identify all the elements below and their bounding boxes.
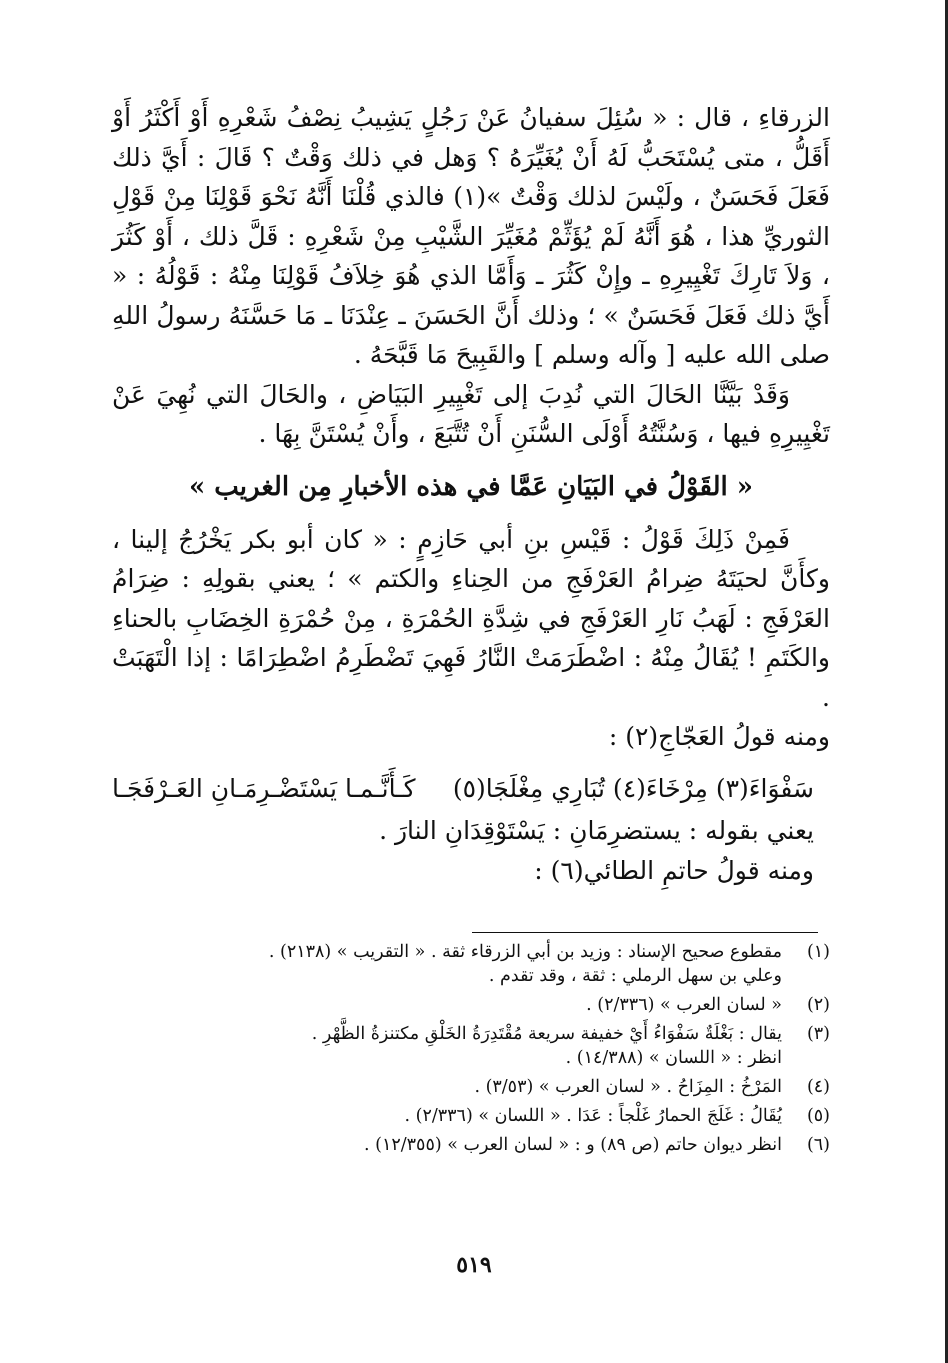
ajjaj-intro-line: ومنه قولُ العَجّاجِ(٢) :	[608, 722, 830, 751]
footnotes	[112, 940, 830, 1162]
footnote-text	[112, 1075, 782, 1099]
footnote-text	[112, 940, 782, 988]
footnote	[112, 993, 830, 1017]
paragraph-2: وَقَدْ بَيَّنَّا الحَالَ التي نُدِبَ إلى تَغْيِيرِ البَيَاضِ ، والحَالَ التي نُهِيَ عَنْ تَغْيِيرِهِ فيها ، وَسُنَّتُهُ أَوْلَى السُّنَنِ أَنْ تُتَّبَعَ ، وأَنْ يُسْتَنَّ بِهَا .	[112, 379, 830, 448]
footnote-number: (٥)	[806, 1106, 830, 1126]
footnote-text	[112, 993, 782, 1017]
footnote-line: انظر : « اللسان » (١٤/٣٨٨) .	[565, 1048, 782, 1068]
verse-first-hemistich: سَفْوَاءَ(٣) مِرْخَاءَ(٤) تُبَارِي مِغْلَجَا(٥)	[452, 773, 814, 803]
hatim-intro-line: ومنه قولُ حاتمِ الطائي(٦) :	[534, 855, 814, 885]
verse-second-hemistich: كَـأَنَّـمـا يَسْتَضْـرِمَـانِ العَـرْفَجَـا	[112, 773, 416, 803]
footnote-number: (٣)	[806, 1024, 830, 1044]
footnote-text	[112, 1104, 782, 1128]
footnote-line: وعلي بن سهل الرملي : ثقة ، وقد تقدم .	[488, 966, 782, 986]
footnote	[112, 1104, 830, 1128]
footnote	[112, 1075, 830, 1099]
footnote-line: انظر ديوان حاتم (ص ٨٩) و : « لسان العرب » (١٢/٣٥٥) .	[364, 1135, 782, 1155]
footnote	[112, 1022, 830, 1070]
paragraph-1: الزرقاءِ ، قال : « سُئِلَ سفيانُ عَنْ رَجُلٍ يَشِيبُ نِصْفُ شَعْرِهِ أَوْ أَكْثَرُ أَوْ أَقَلُّ ، متى يُسْتَحَبُّ لَهُ أَنْ يُغَيِّرَهُ ؟ وَهل في ذلك وَقْتٌ ؟ قَالَ : أَيَّ ذلك فَعَلَ فَحَسَنٌ ، ولَيْسَ لذلك وَقْتٌ »(١) فالذي قُلْنَا أَنَّهُ نَحْوَ قَوْلِنَا مِنْ قَوْلِ الثوريِّ هذا ، هُوَ أَنَّهُ لَمْ يُؤَثِّمْ مُغَيِّرَ الشَّيْبِ مِنْ شَعْرِهِ : قَلَّ ذلك ، أَوْ كَثُرَ ، وَلاَ تَارِكَ تَغْيِيرِهِ ـ وإِنْ كَثُرَ ـ وَأَمَّا الذي هُوَ خِلاَفُ قَوْلِنَا مِنْهُ : قَوْلُهُ : « أَيَّ ذلك فَعَلَ فَحَسَنٌ » ؛ وذلك أَنَّ الحَسَنَ ـ عِنْدَنَا ـ مَا حَسَّنَهُ رسولُ اللهِ صلى الله عليه [ وآله وسلم ] والقَبِيحَ مَا قَبَّحَهُ .	[112, 103, 831, 369]
section-heading: « القَوْلُ في البَيَانِ عَمَّا في هذه الأخبارِ مِن الغريب »	[188, 471, 754, 502]
verse-explanation: يعني بقوله : يستضرِمَانِ : يَسْتَوْقِدَانِ النارَ .	[379, 815, 814, 845]
footnote-line: يقال : بَغْلَةٌ سَفْوَاءُ أَيْ خفيفة سريعة مُقْتَدِرَةُ الخَلْقِ مكتنزةُ الظَّهْرِ .	[311, 1024, 782, 1044]
footnote-number: (٦)	[806, 1135, 830, 1155]
footnote	[112, 1133, 830, 1157]
footnote-number: (٢)	[806, 995, 830, 1015]
footnote-number: (٤)	[806, 1077, 830, 1097]
footnote	[112, 940, 830, 988]
footnote-text	[112, 1133, 782, 1157]
footnote-separator	[472, 932, 818, 933]
main-text	[112, 98, 830, 891]
footnote-number: (١)	[806, 942, 830, 962]
footnote-line: المَرْخُ : المِزَاحُ . « لسان العرب » (٣/٥٣) .	[474, 1077, 782, 1097]
paragraph-3: فَمِنْ ذَلِكَ قَوْلُ : قَيْسِ بنِ أبي حَازِمٍ : « كان أبو بكر يَخْرُجُ إلينا ، وكأَنَّ لحيَتَهُ ضِرامُ العَرْفَجِ من الحِناءِ والكتم » ؛ يعني بقولِهِ : ضِرَامُ العَرْفَجِ : لَهَبُ نَارِ العَرْفَجِ في شِدَّةِ الحُمْرَةِ ، مِنْ حُمْرَةِ الخِضَابِ بالحناءِ والكَتَمِ ! يُقَالُ مِنْهُ : اضْطَرَمَتْ النَّارُ فَهِيَ تَضْطَرِمُ اضْطِرَامًا : إذا الْتَهَبَتْ .	[112, 524, 830, 712]
footnote-text	[112, 1022, 782, 1070]
footnote-line: مقطوع صحيح الإسناد : وزيد بن أبي الزرقاء ثقة . « التقريب » (٢١٣٨) .	[268, 942, 782, 962]
poetry-verse	[112, 767, 830, 811]
footnote-line: يُقَالُ : غَلَجَ الحمارُ غَلْجاً : عَدَا . « اللسان » (٢/٣٣٦) .	[404, 1106, 782, 1126]
page-number: ٥١٩	[456, 1252, 492, 1278]
footnote-line: « لسان العرب » (٢/٣٣٦) .	[586, 995, 782, 1015]
